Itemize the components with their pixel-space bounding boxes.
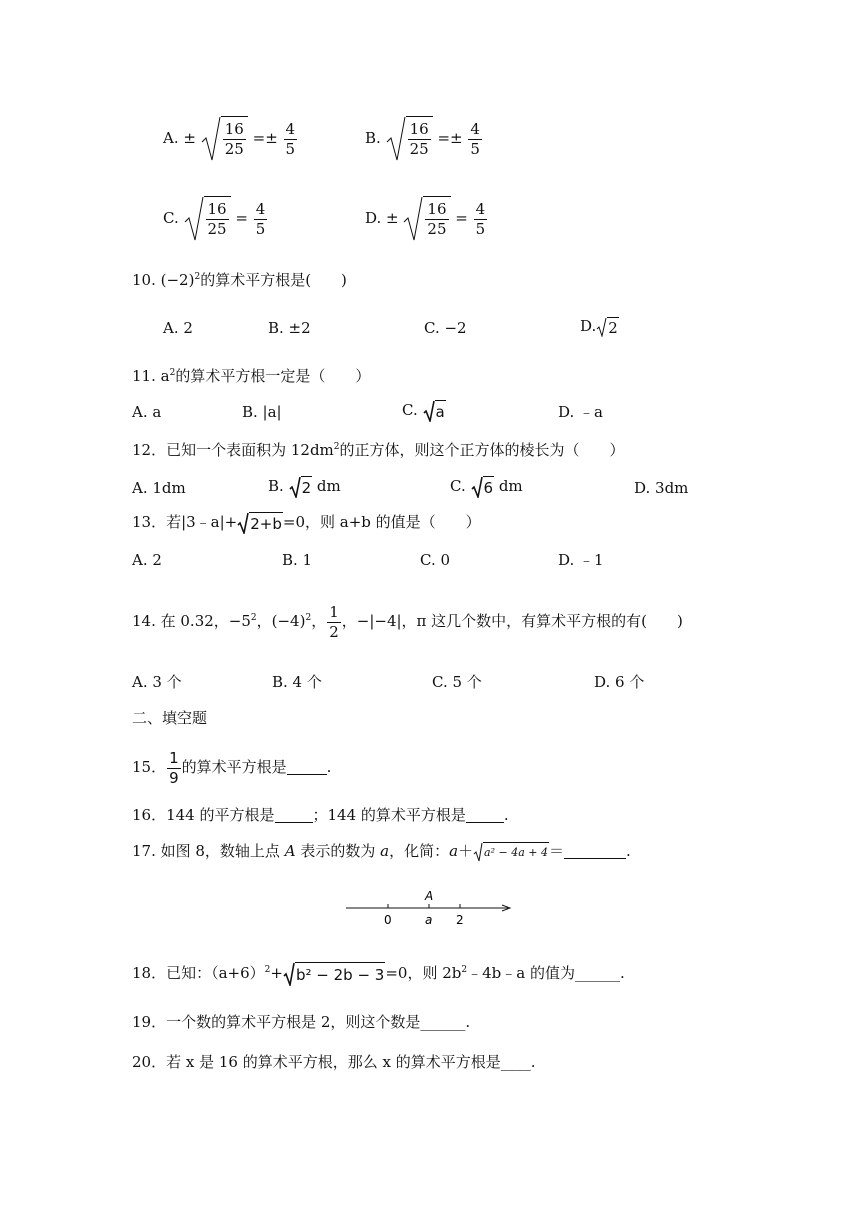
q14-option-c: C. 5 个 [432, 673, 482, 691]
option-label: D. [365, 209, 382, 227]
q13-option-a: A. 2 [132, 551, 162, 569]
q10-option-c: C. −2 [424, 319, 467, 337]
sqrt-expression: $\frac{16}{25}$ [184, 196, 231, 242]
radical-sign [423, 400, 435, 422]
option-label: C. [163, 209, 179, 227]
sqrt-expression: a [423, 400, 446, 422]
tick-label-a: a [425, 913, 433, 927]
sqrt-expression: b² − 2b − 3 [283, 962, 385, 986]
q9-option-c: C. $\frac{16}{25}$ = $\frac{4}{5}$ [163, 196, 268, 242]
q12-option-c: C. 6 dm [450, 477, 523, 497]
answer-blank-2[interactable] [466, 807, 504, 823]
q11-option-b: B. |a| [242, 403, 282, 421]
sqrt-expression: $\frac{16}{25}$ [386, 116, 433, 162]
q10-option-a: A. 2 [163, 319, 193, 337]
q13-option-b: B. 1 [282, 551, 313, 569]
q11-option-c: C. a [402, 401, 445, 421]
radical-sign [184, 196, 204, 242]
question-20: 20．若 x 是 16 的算术平方根，那么 x 的算术平方根是____. [132, 1053, 536, 1071]
radical-sign [201, 116, 221, 162]
radical-sign [471, 476, 483, 498]
q13-option-d: D. ﹣1 [558, 551, 604, 569]
question-13: 13．若|3﹣a|+ 2+b =0，则 a+b 的值是（ ） [132, 513, 481, 533]
radical-sign [596, 317, 607, 337]
radical-sign [283, 962, 295, 986]
question-15: 15． $\frac{1}{9}$ 的算术平方根是 . [132, 748, 332, 787]
q9-option-a: A. ± $\frac{16}{25}$ =± $\frac{4}{5}$ [163, 116, 298, 162]
q11-option-a: A. a [132, 403, 162, 421]
answer-blank[interactable] [287, 759, 327, 775]
q10-option-b: B. ±2 [268, 319, 311, 337]
question-10: 10. $(-2)^2$的算术平方根是( ) [132, 271, 347, 289]
radical-sign [386, 116, 406, 162]
option-label: B. [365, 129, 381, 147]
answer-blank[interactable]: ____ [500, 1053, 531, 1071]
q14-option-d: D. 6 个 [594, 673, 645, 691]
number-line-figure [340, 884, 520, 932]
q9-option-d: D. ± $\frac{16}{25}$ = $\frac{4}{5}$ [365, 196, 488, 242]
q14-option-b: B. 4 个 [272, 673, 322, 691]
question-12: 12．已知一个表面积为 $12dm^2$的正方体，则这个正方体的棱长为（ ） [132, 441, 625, 459]
question-17: 17. 如图 8，数轴上点 A 表示的数为 a，化简：a＋ a² − 4a + 4 ＝ . [132, 841, 631, 863]
q12-option-b: B. 2 dm [268, 477, 341, 497]
answer-blank[interactable]: ______ [420, 1013, 466, 1031]
radical-sign [237, 512, 249, 534]
section-title: 二、填空题 [132, 709, 208, 727]
q13-option-c: C. 0 [420, 551, 451, 569]
plus-minus: ± [183, 129, 196, 147]
radical-sign [403, 196, 423, 242]
sqrt-expression: 2 [596, 317, 619, 338]
answer-blank-1[interactable] [275, 807, 313, 823]
q10-option-d: D. 2 [580, 317, 618, 337]
question-14: 14. 在 0.32，$-5^2$，$(-4)^2$， $\frac{1}{2}$ ，−|−4|，π 这几个数中，有算术平方根的有( ) [132, 602, 683, 641]
tick-label-0: 0 [384, 913, 392, 927]
radical-sign [289, 476, 301, 498]
q14-option-a: A. 3 个 [132, 673, 182, 691]
question-11: 11. $a^2$的算术平方根一定是（ ） [132, 367, 371, 385]
question-16: 16．144 的平方根是 ；144 的算术平方根是 . [132, 806, 509, 824]
sqrt-expression: 2 [289, 476, 313, 498]
question-19: 19．一个数的算术平方根是 2，则这个数是______. [132, 1013, 471, 1031]
sqrt-expression: $\frac{16}{25}$ [403, 196, 450, 242]
sqrt-expression: 6 [471, 476, 495, 498]
q12-option-a: A. 1dm [132, 479, 186, 497]
sqrt-expression: a² − 4a + 4 [473, 842, 549, 863]
tick-label-2: 2 [456, 913, 464, 927]
option-label: A. [163, 129, 179, 147]
radical-sign [473, 842, 483, 862]
q12-option-d: D. 3dm [634, 479, 689, 497]
sqrt-expression: 2+b [237, 512, 283, 534]
point-label-A: A [425, 889, 434, 903]
question-18: 18．已知：$(a+6)^2+$ b² − 2b − 3 =0，则 $2b^2﹣4b﹣a$ 的值为______. [132, 962, 625, 986]
answer-blank[interactable] [564, 843, 626, 859]
answer-blank[interactable]: ______ [574, 964, 620, 982]
plus-minus: ± [386, 209, 399, 227]
q11-option-d: D. ﹣a [558, 403, 603, 421]
q9-option-b: B. $\frac{16}{25}$ =± $\frac{4}{5}$ [365, 116, 483, 162]
sqrt-expression: $\frac{16}{25}$ [201, 116, 248, 162]
